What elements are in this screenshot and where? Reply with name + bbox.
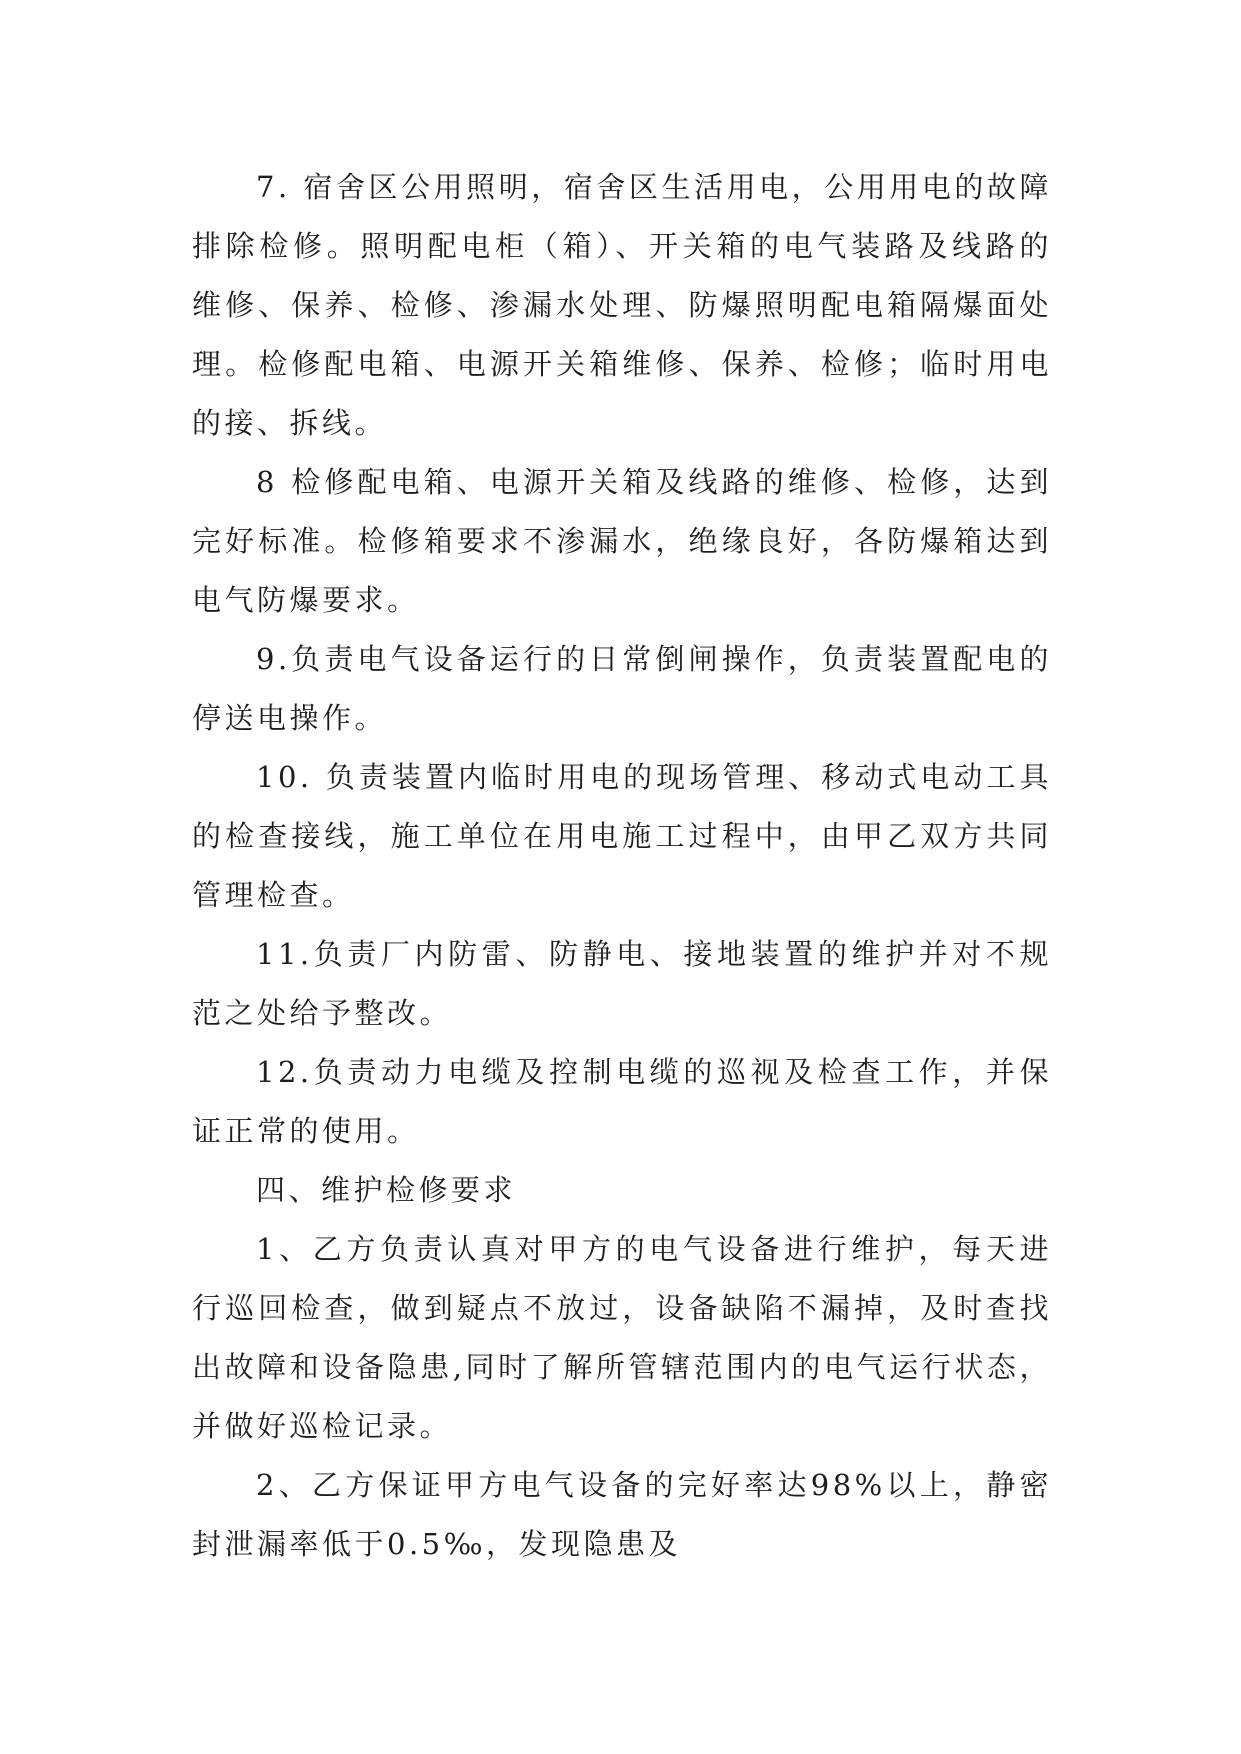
paragraph-item-10: 10. 负责装置内临时用电的现场管理、移动式电动工具的检查接线，施工单位在用电施工过程中，由甲乙双方共同管理检查。 (192, 760, 1052, 912)
requirement-item-1: 1、乙方负责认真对甲方的电气设备进行维护，每天进行巡回检查，做到疑点不放过，设备缺陷不漏掉，及时查找出故障和设备隐患,同时了解所管辖范围内的电气运行状态，并做好巡检记录。 (192, 1232, 1052, 1443)
paragraph-item-12: 12.负责动力电缆及控制电缆的巡视及检查工作，并保证正常的使用。 (192, 1055, 1052, 1148)
document-body (192, 158, 1052, 1574)
paragraph-item-11: 11.负责厂内防雷、防静电、接地装置的维护并对不规范之处给予整改。 (192, 937, 1052, 1030)
requirement-item-2: 2、乙方保证甲方电气设备的完好率达98%以上，静密封泄漏率低于0.5‰，发现隐患及 (192, 1468, 1052, 1561)
paragraph-item-9: 9.负责电气设备运行的日常倒闸操作，负责装置配电的停送电操作。 (192, 642, 1052, 735)
section-heading: 四、维护检修要求 (256, 1173, 517, 1207)
paragraph-item-7: 7. 宿舍区公用照明，宿舍区生活用电，公用用电的故障排除检修。照明配电柜（箱）、开关箱的电气装路及线路的维修、保养、检修、渗漏水处理、防爆照明配电箱隔爆面处理。检修配电箱、电源开关箱维修、保养、检修；临时用电的接、拆线。 (192, 170, 1052, 440)
paragraph-item-8: 8 检修配电箱、电源开关箱及线路的维修、检修，达到完好标准。检修箱要求不渗漏水，绝缘良好，各防爆箱达到电气防爆要求。 (192, 465, 1052, 617)
